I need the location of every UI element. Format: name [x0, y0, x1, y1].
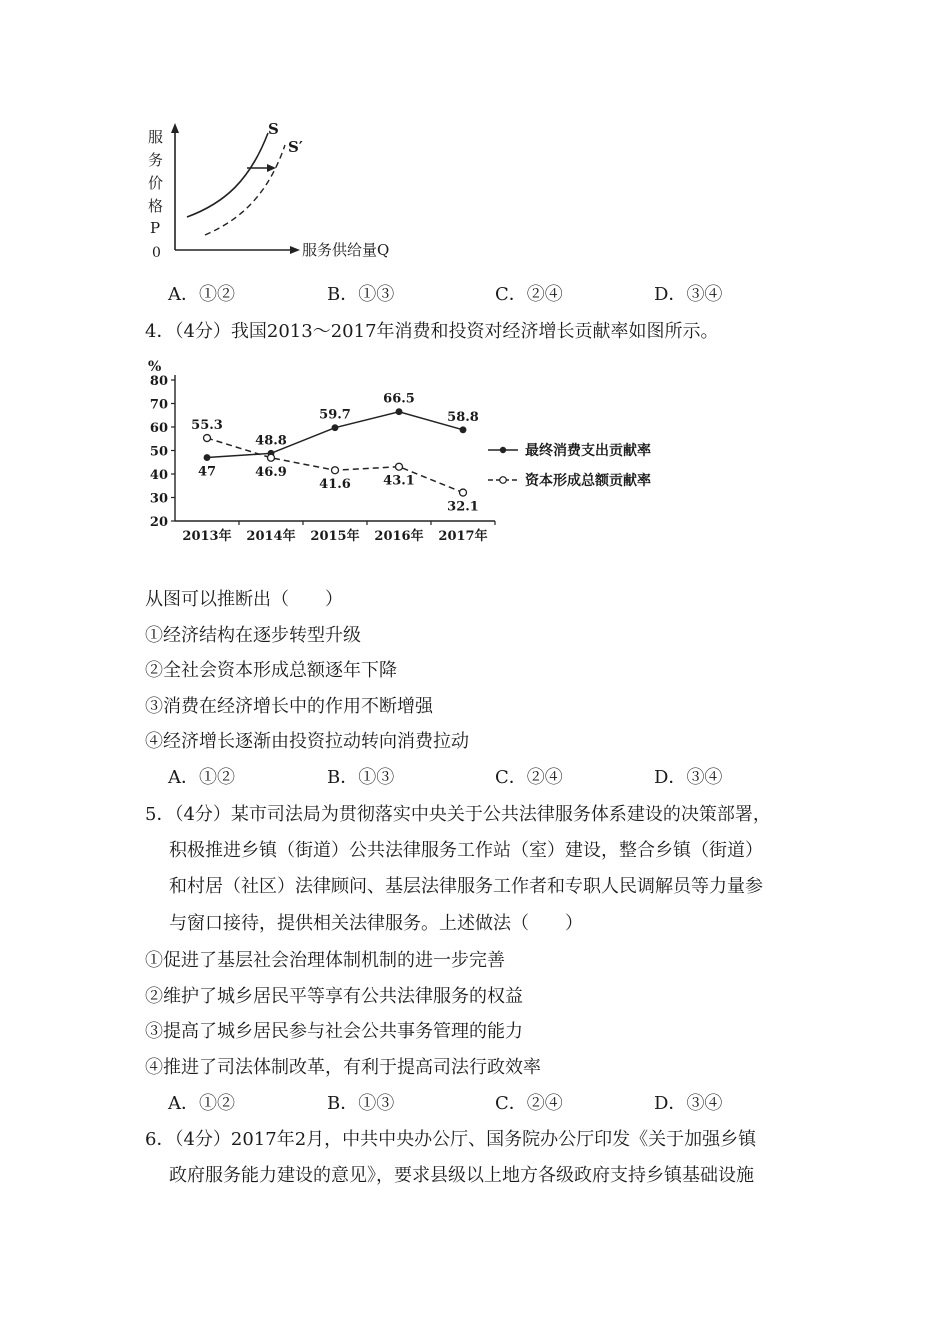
data-label: 32.1	[447, 499, 479, 515]
x-axis-label: 服务供给量Q	[302, 241, 390, 259]
data-point	[460, 427, 466, 433]
q3-option-d	[654, 283, 722, 307]
q5-option-a	[168, 1092, 235, 1116]
q3-option-c	[495, 283, 563, 307]
q4-option-a	[168, 766, 235, 790]
option-text: ③④	[686, 1093, 723, 1114]
option-text: ①②	[199, 284, 235, 305]
q6-stem-line: 政府服务能力建设的意见》，要求县级以上地方各级政府支持乡镇基础设施	[169, 1165, 754, 1186]
legend-label: 资本形成总额贡献率	[525, 473, 651, 489]
option-letter: B．	[327, 284, 359, 305]
q4-statement: ①经济结构在逐步转型升级	[145, 625, 361, 646]
q4-statement: ④经济增长逐渐由投资拉动转向消费拉动	[145, 731, 469, 752]
data-label: 43.1	[383, 473, 415, 489]
q5-stem-line	[145, 803, 771, 827]
data-label: 66.5	[383, 391, 415, 407]
option-text: ①③	[358, 1093, 395, 1114]
legend-label: 最终消费支出贡献率	[525, 443, 651, 459]
y-label-char: 格	[148, 197, 164, 215]
q5-statement: ③提高了城乡居民参与社会公共事务管理的能力	[145, 1021, 523, 1042]
data-point	[396, 463, 403, 470]
data-label: 41.6	[319, 477, 351, 493]
option-text: ①③	[358, 767, 395, 788]
q3-option-a	[168, 283, 235, 307]
data-point	[460, 489, 467, 496]
data-label: 59.7	[319, 407, 351, 423]
data-label: 46.9	[255, 464, 287, 480]
option-text: ①③	[358, 284, 395, 305]
y-tick-label: 80	[149, 374, 168, 389]
y-label-char: P	[150, 219, 161, 237]
data-point	[268, 454, 275, 461]
option-letter: C．	[495, 1093, 527, 1114]
option-text: ②④	[526, 767, 563, 788]
curve-s-label: S	[268, 120, 279, 138]
option-letter: C．	[495, 767, 527, 788]
y-axis-unit-label: %	[148, 359, 162, 375]
option-letter: B．	[327, 767, 359, 788]
y-label-char: 服	[148, 128, 164, 146]
option-text: ②④	[526, 1093, 563, 1114]
data-point	[332, 425, 338, 431]
data-point	[204, 455, 210, 461]
curve-s-prime-label: S′	[288, 138, 303, 156]
question-stem: （4分）2017年2月，中共中央办公厅、国务院办公厅印发《关于加强乡镇	[174, 1129, 757, 1150]
y-label-char: 价	[148, 174, 164, 192]
option-letter: A．	[168, 1093, 199, 1114]
q4-option-d	[654, 766, 722, 790]
q6-stem-line	[145, 1128, 756, 1152]
q5-stem-line: 与窗口接待，提供相关法律服务。上述做法（ ）	[169, 913, 583, 934]
y-tick-label: 30	[149, 491, 168, 507]
q5-option-b	[327, 1092, 394, 1116]
q5-stem-line: 积极推进乡镇（街道）公共法律服务工作站（室）建设，整合乡镇（街道）	[169, 840, 763, 861]
q5-statement: ②维护了城乡居民平等享有公共法律服务的权益	[145, 986, 523, 1007]
question-stem: （4分）某市司法局为贯彻落实中央关于公共法律服务体系建设的决策部署，	[174, 804, 771, 825]
y-tick-label: 20	[149, 515, 168, 530]
q4-option-b	[327, 766, 394, 790]
q5-statement: ①促进了基层社会治理体制机制的进一步完善	[145, 950, 505, 971]
data-label: 55.3	[191, 418, 223, 434]
y-tick-label: 40	[149, 468, 168, 483]
shift-arrow-head	[267, 164, 276, 172]
y-tick-label: 60	[149, 421, 168, 436]
data-label: 48.8	[255, 433, 287, 449]
legend-swatch-marker	[500, 447, 505, 452]
supply-curve-s-prime	[205, 145, 285, 235]
option-letter: A．	[168, 767, 199, 788]
data-point	[396, 409, 402, 415]
x-tick-label: 2015年	[310, 529, 360, 544]
x-axis-arrow	[290, 246, 300, 254]
question-number: 4．	[145, 321, 175, 342]
x-tick-label: 2016年	[374, 529, 424, 544]
q3-option-b	[327, 283, 394, 307]
question-number: 6．	[145, 1129, 175, 1150]
option-letter: A．	[168, 284, 199, 305]
q5-stem-line: 和村居（社区）法律顾问、基层法律服务工作者和专职人民调解员等力量参	[169, 876, 763, 897]
option-text: ①②	[199, 1093, 235, 1114]
q4-option-c	[495, 766, 563, 790]
data-label: 47	[197, 464, 217, 480]
supply-curve-s	[187, 133, 268, 217]
option-letter: D．	[654, 767, 687, 788]
q5-option-d	[654, 1092, 722, 1116]
y-axis-arrow	[171, 123, 179, 133]
question-stem: （4分）我国2013～2017年消费和投资对经济增长贡献率如图所示。	[174, 321, 719, 342]
x-tick-label: 2014年	[246, 529, 296, 544]
option-text: ③④	[686, 767, 723, 788]
q4-stem	[145, 320, 719, 344]
supply-curve-graph	[140, 115, 400, 265]
q4-statement: ②全社会资本形成总额逐年下降	[145, 660, 397, 681]
y-tick-label: 50	[149, 444, 168, 460]
q5-option-c	[495, 1092, 563, 1116]
option-text: ①②	[199, 767, 235, 788]
option-letter: D．	[654, 1093, 687, 1114]
contribution-rate-chart	[140, 355, 680, 555]
y-axis-label	[148, 128, 163, 237]
option-text: ③④	[686, 284, 723, 305]
y-label-char: 务	[148, 151, 164, 169]
question-number: 5．	[145, 804, 175, 825]
origin-label: 0	[152, 245, 161, 261]
x-tick-label: 2017年	[438, 529, 488, 544]
option-letter: D．	[654, 284, 687, 305]
q4-statement: ③消费在经济增长中的作用不断增强	[145, 696, 433, 717]
x-tick-label: 2013年	[182, 529, 232, 544]
q4-prompt: 从图可以推断出（ ）	[145, 589, 343, 610]
data-point	[332, 467, 339, 474]
legend-swatch-marker	[500, 477, 507, 484]
q5-statement: ④推进了司法体制改革，有利于提高司法行政效率	[145, 1057, 541, 1078]
option-text: ②④	[526, 284, 563, 305]
option-letter: C．	[495, 284, 527, 305]
data-point	[204, 435, 211, 442]
data-label: 58.8	[447, 409, 479, 425]
y-tick-label: 70	[149, 397, 168, 413]
option-letter: B．	[327, 1093, 359, 1114]
